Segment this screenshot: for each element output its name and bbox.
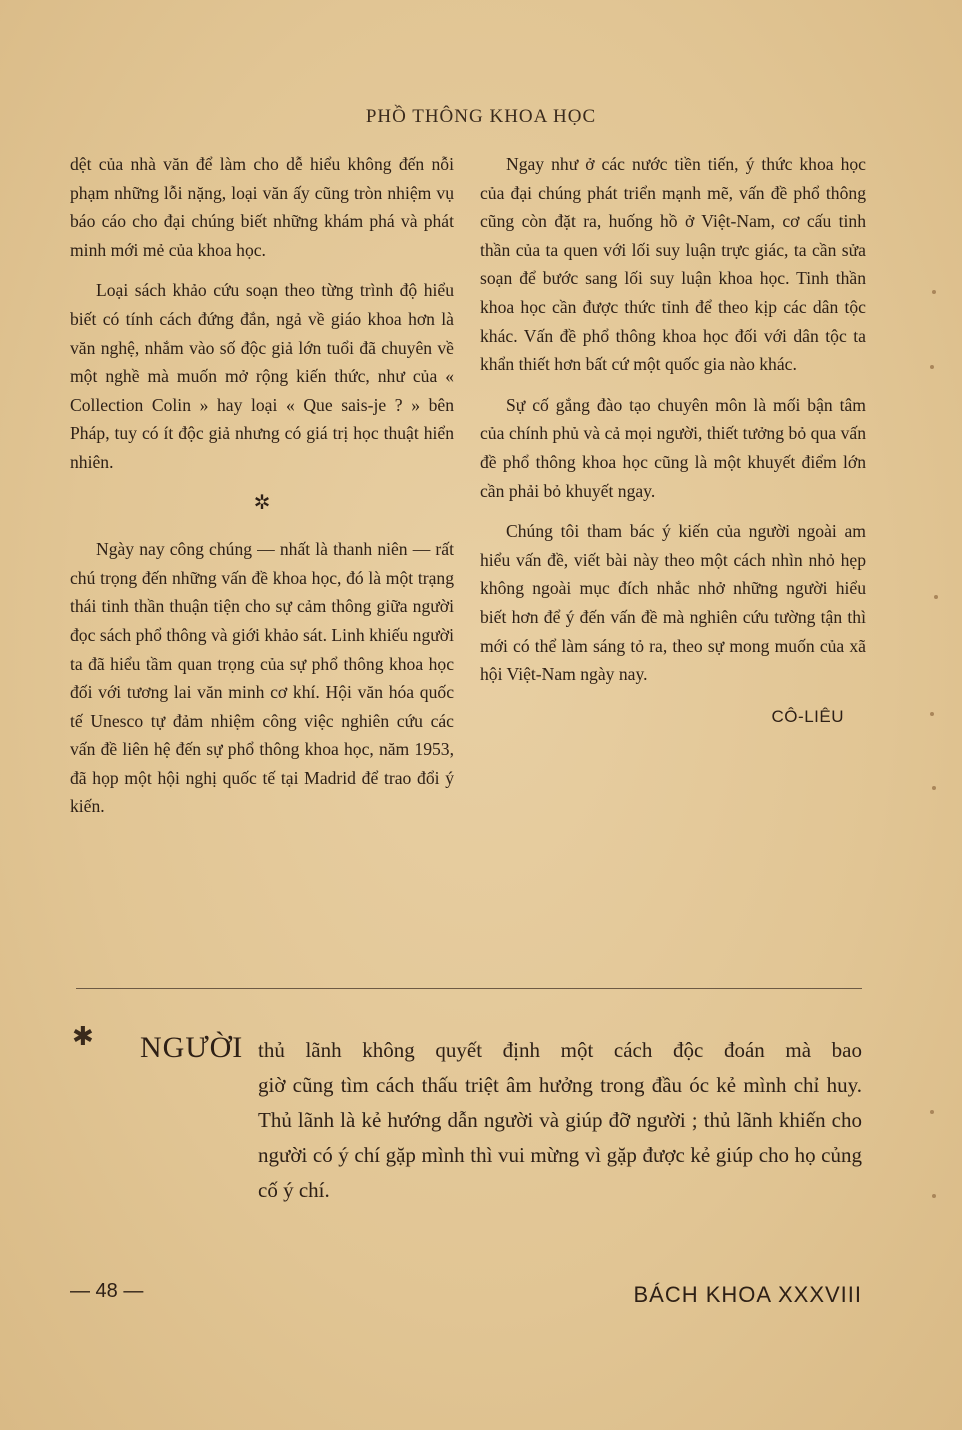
- running-title: PHỒ THÔNG KHOA HỌC: [365, 106, 597, 127]
- page-number: — 48 —: [70, 1280, 144, 1302]
- quote-star-icon: ✱: [72, 1022, 94, 1052]
- left-paragraph-2: Loại sách khảo cứu soạn theo từng trình độ hiểu biết có tính cách đứng đắn, ngả về giáo khoa hơn là văn nghệ, nhắm vào số độc giả lớn tuổi đã chuyên về một nghề mà muốn mở rộng kiến thức, như của « Collection Colin » hay loại « Que sais-je ? » bên Pháp, tuy có ít độc giả nhưng có giá trị học thuật hiển nhiên.: [70, 280, 454, 472]
- publication-title: BÁCH KHOA XXXVIII: [633, 1282, 862, 1307]
- section-divider: [76, 988, 862, 989]
- quote-first-line: [140, 1030, 862, 1068]
- quote-block: [140, 1030, 862, 1208]
- left-paragraph-1: dệt của nhà văn để làm cho dễ hiểu không đến nỗi phạm những lỗi nặng, loại văn ấy cũng tròn nhiệm vụ báo cáo cho đại chúng biết những khám phá và phát minh mới mẻ của khoa học.: [70, 154, 454, 260]
- left-column: [70, 150, 454, 833]
- quote-rest-text: giờ cũng tìm cách thấu triệt âm hưởng trong đầu óc kẻ mình chỉ huy. Thủ lãnh là kẻ hướng dẫn người và giúp đỡ người ; thủ lãnh khiến cho người có ý chí gặp mình thì vui mừng vì gặp được kẻ giúp cho họ củng cố ý chí.: [258, 1073, 862, 1202]
- right-paragraph-1: Ngay như ở các nước tiền tiến, ý thức khoa học của đại chúng phát triển mạnh mẽ, vấn đề phổ thông cũng còn đặt ra, huống hồ ở Việt-Nam, cơ cấu tinh thần của ta quen với lối suy luận trực giác, ta cần sửa soạn để bước sang lối suy luận khoa học. Tinh thần khoa học cần được thức tỉnh để theo kịp các dân tộc khác. Vấn đề phổ thông khoa học đối với dân tộc ta khẩn thiết hơn bất cứ một quốc gia nào khác.: [480, 154, 866, 375]
- quote-first-line-text: thủ lãnh không quyết định một cách độc đoán mà bao: [258, 1038, 862, 1062]
- right-column: [480, 150, 866, 731]
- author-signature: CÔ-LIÊU: [771, 706, 844, 726]
- quote-drop-word: NGƯỜI: [140, 1031, 244, 1064]
- section-separator-icon: ✲: [253, 491, 271, 514]
- right-paragraph-2: Sự cố gắng đào tạo chuyên môn là mối bận tâm của chính phủ và cả mọi người, thiết tưởng bỏ qua vấn đề phổ thông khoa học cũng là một khuyết điểm lớn cần phải bỏ khuyết ngay.: [480, 394, 866, 501]
- left-paragraph-3: Ngày nay công chúng — nhất là thanh niên — rất chú trọng đến những vấn đề khoa học, đó là một trạng thái tinh thần thuận tiện cho sự cảm thông giữa người đọc sách phổ thông và giới khảo sát. Linh khiếu người ta đã hiểu tầm quan trọng của sự phổ thông khoa học đối với tương lai văn minh cơ khí. Hội văn hóa quốc tế Unesco tự đảm nhiệm công việc nghiên cứu các vấn đề liên hệ đến sự phổ thông khoa học, năm 1953, đã họp một hội nghị quốc tế tại Madrid để trao đổi ý kiến.: [70, 539, 454, 817]
- right-paragraph-3: Chúng tôi tham bác ý kiến của người ngoài am hiểu vấn đề, viết bài này theo một cách nhìn nhỏ hẹp không ngoài mục đích nhắc nhở những người hiểu biết hơn để ý đến vấn đề mà nghiên cứu tường tận thì mới có thể làm sáng tỏ ra, theo sự mong muốn của xã hội Việt-Nam ngày nay.: [480, 521, 866, 685]
